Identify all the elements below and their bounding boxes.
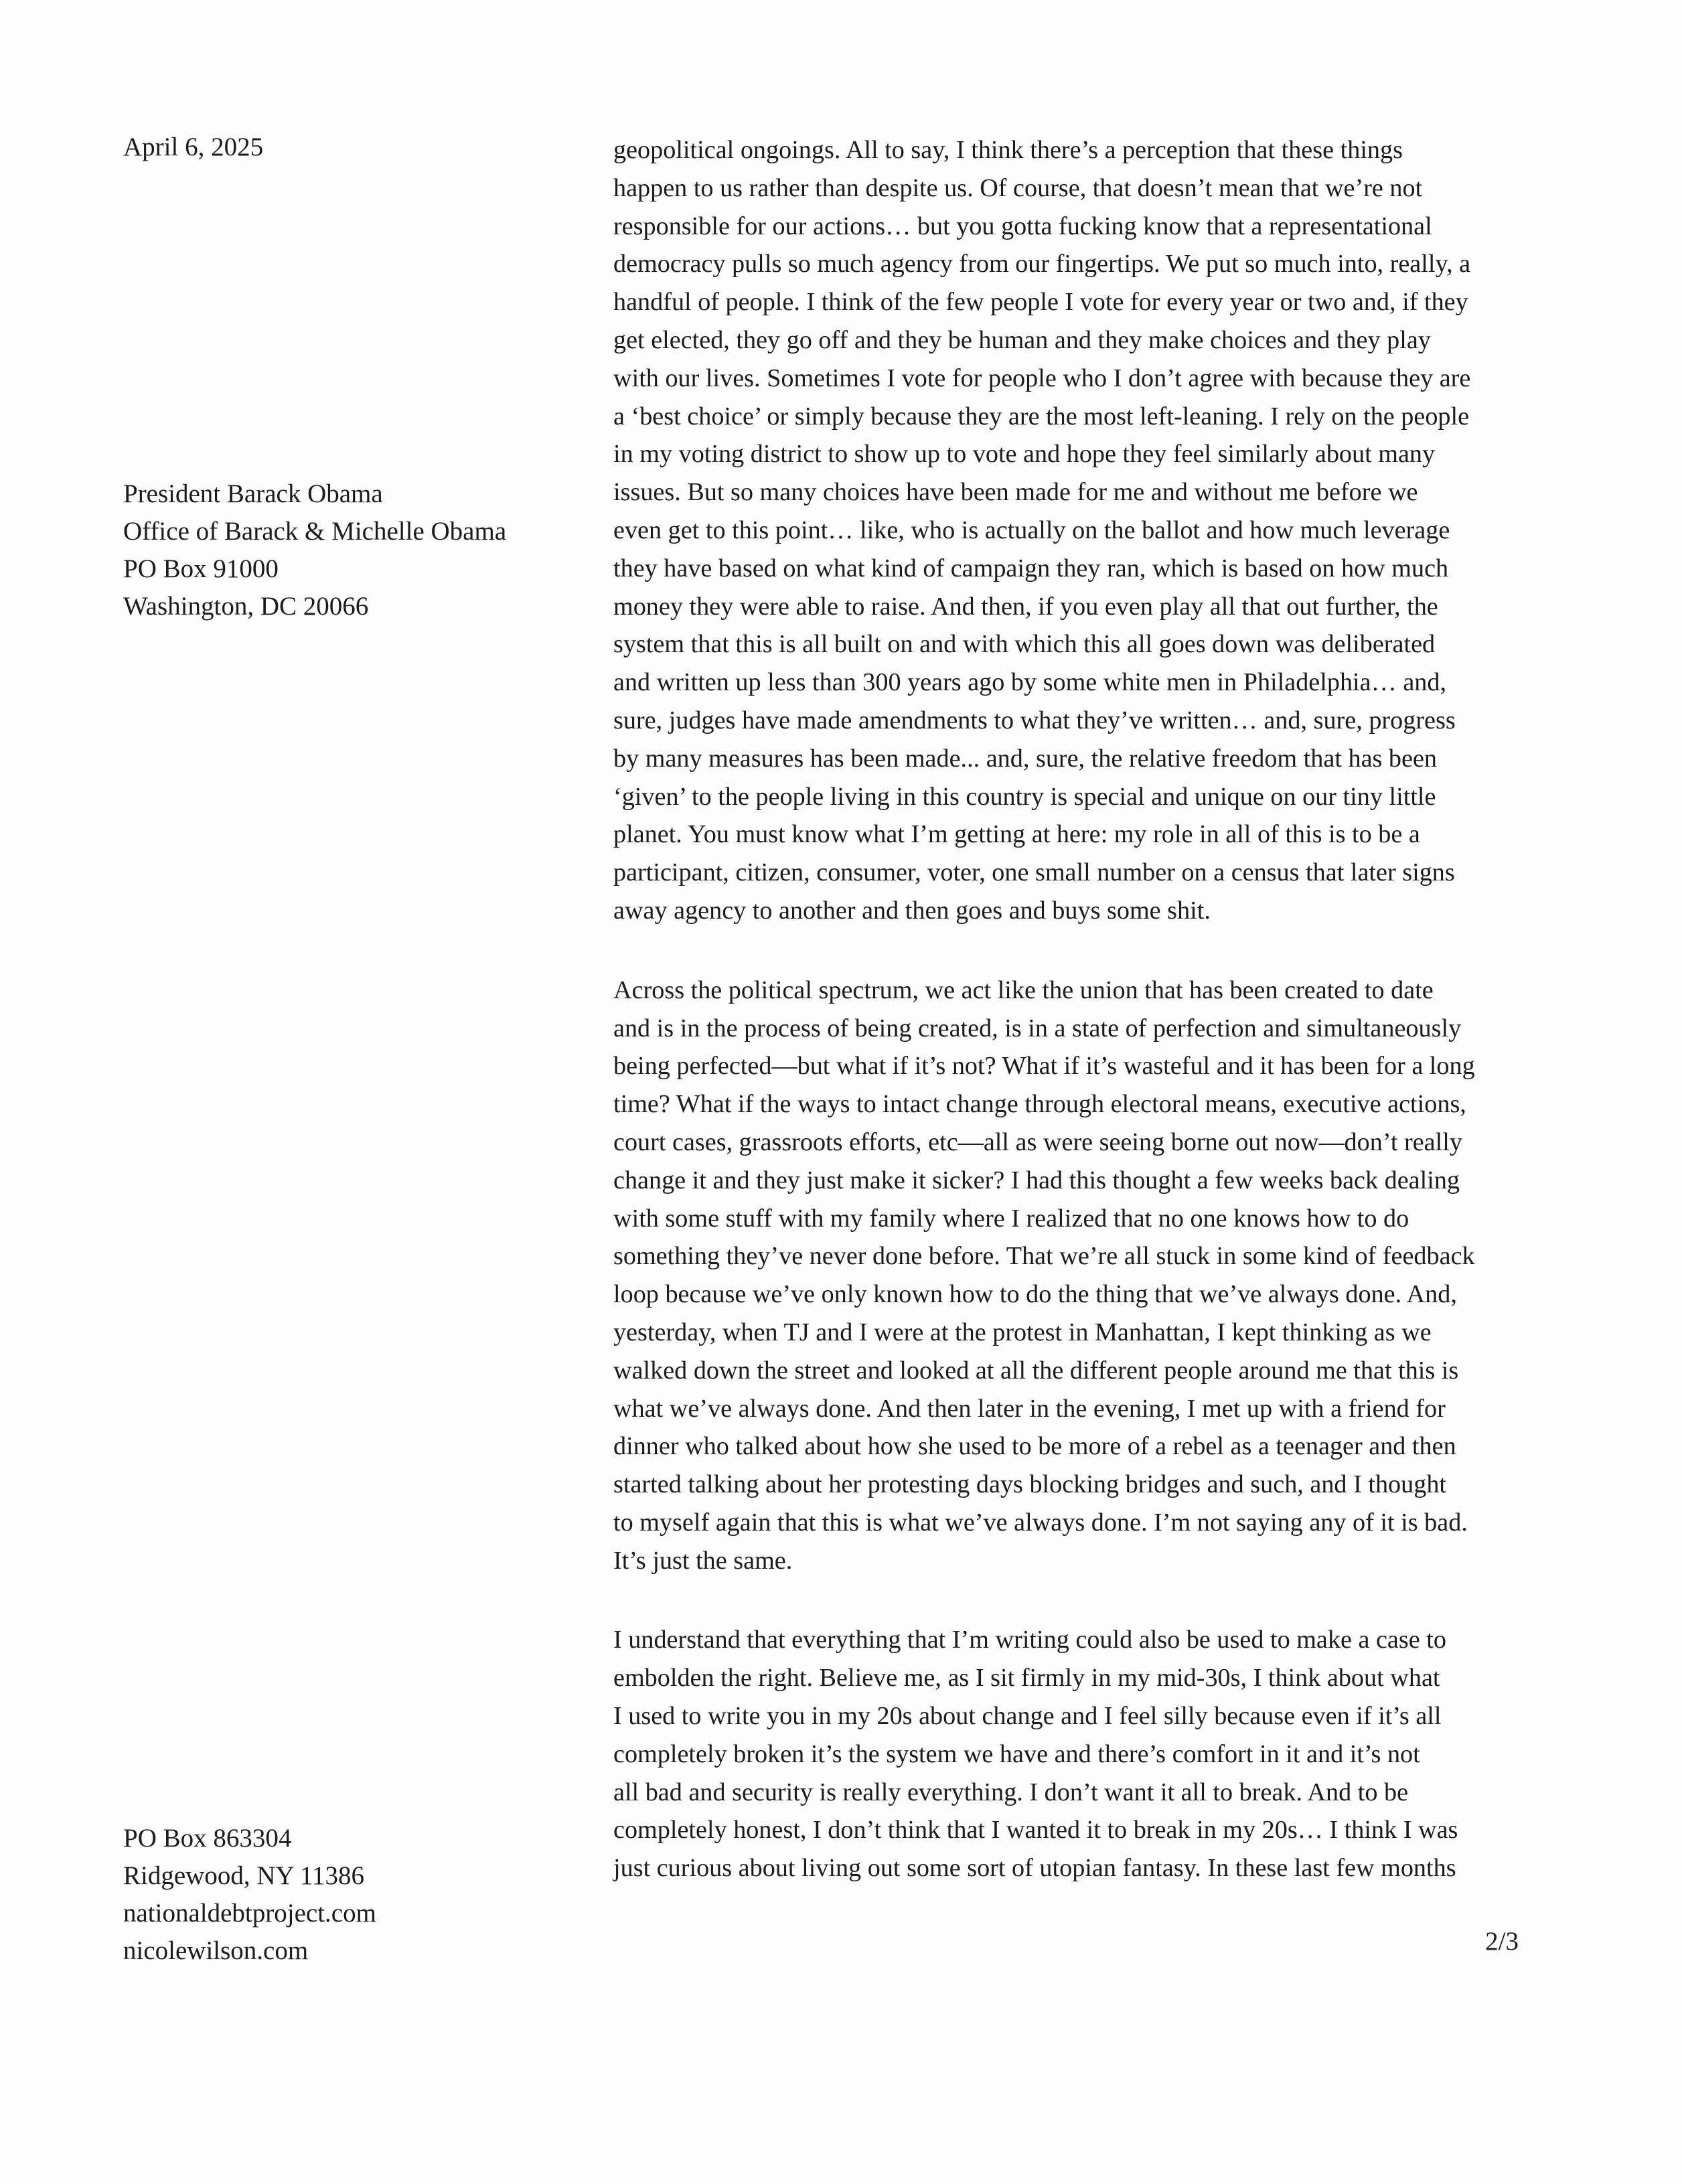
body-line: and written up less than 300 years ago by some white men in Philadelphia… and, <box>613 668 1447 697</box>
body-line: democracy pulls so much agency from our fingertips. We put so much into, really, a <box>613 250 1471 279</box>
body-line: just curious about living out some sort of utopian fantasy. In these last few months <box>613 1854 1456 1883</box>
body-line: system that this is all built on and with which this all goes down was deliberated <box>613 630 1436 659</box>
body-line: in my voting district to show up to vote and hope they feel similarly about many <box>613 440 1436 469</box>
paragraph-gap <box>613 930 1537 971</box>
body-line: loop because we’ve only known how to do the thing that we’ve always done. And, <box>613 1280 1457 1309</box>
body-line: yesterday, when TJ and I were at the protest in Manhattan, I kept thinking as we <box>613 1318 1432 1346</box>
body-paragraph <box>613 971 1537 1580</box>
date-text: April 6, 2025 <box>123 133 264 161</box>
letter-body <box>613 131 1537 1887</box>
body-line: participant, citizen, consumer, voter, one small number on a census that later signs <box>613 858 1455 887</box>
body-line: something they’ve never done before. That we’re all stuck in some kind of feedback <box>613 1242 1475 1271</box>
sender-address <box>123 1820 579 1970</box>
body-line: started talking about her protesting days blocking bridges and such, and I thought <box>613 1470 1447 1499</box>
body-paragraph <box>613 1621 1537 1887</box>
body-line: completely broken it’s the system we have and there’s comfort in it and it’s not <box>613 1739 1420 1768</box>
body-line: get elected, they go off and they be human and they make choices and they play <box>613 325 1431 354</box>
body-line: ‘given’ to the people living in this country is special and unique on our tiny little <box>613 782 1436 811</box>
sender-website-personal: nicolewilson.com <box>123 1936 309 1965</box>
body-line: walked down the street and looked at all the different people around me that this is <box>613 1356 1459 1385</box>
body-line: they have based on what kind of campaign they ran, which is based on how much <box>613 554 1449 582</box>
body-line: geopolitical ongoings. All to say, I think there’s a perception that these things <box>613 136 1403 164</box>
body-line: responsible for our actions… but you gotta fucking know that a representational <box>613 212 1432 240</box>
body-line: what we’ve always done. And then later in the evening, I met up with a friend for <box>613 1394 1446 1423</box>
body-paragraph <box>613 131 1537 930</box>
body-line: completely honest, I don’t think that I wanted it to break in my 20s… I think I was <box>613 1816 1458 1845</box>
body-line: dinner who talked about how she used to be more of a rebel as a teenager and then <box>613 1432 1456 1461</box>
body-line: embolden the right. Believe me, as I sit firmly in my mid-30s, I think about what <box>613 1664 1440 1693</box>
body-line: with some stuff with my family where I realized that no one knows how to do <box>613 1204 1409 1233</box>
recipient-office: Office of Barack & Michelle Obama <box>123 517 507 546</box>
body-line: change it and they just make it sicker? I had this thought a few weeks back dealing <box>613 1166 1460 1194</box>
page-number: 2/3 <box>1485 1927 1519 1956</box>
body-line: I understand that everything that I’m writing could also be used to make a case to <box>613 1626 1446 1654</box>
body-line: time? What if the ways to intact change through electoral means, executive actions, <box>613 1090 1466 1119</box>
body-line: with our lives. Sometimes I vote for people who I don’t agree with because they are <box>613 364 1471 392</box>
paragraph-gap <box>613 1579 1537 1621</box>
body-line: It’s just the same. <box>613 1546 793 1575</box>
body-line: all bad and security is really everything. I don’t want it all to break. And to be <box>613 1778 1409 1806</box>
body-line: planet. You must know what I’m getting at here: my role in all of this is to be a <box>613 820 1420 849</box>
recipient-po-box: PO Box 91000 <box>123 554 279 583</box>
body-line: I used to write you in my 20s about change and I feel silly because even if it’s all <box>613 1702 1442 1731</box>
body-line: a ‘best choice’ or simply because they are the most left-leaning. I rely on the people <box>613 402 1470 431</box>
sender-city: Ridgewood, NY 11386 <box>123 1861 365 1890</box>
body-line: handful of people. I think of the few people I vote for every year or two and, if they <box>613 288 1468 317</box>
body-line: by many measures has been made... and, sure, the relative freedom that has been <box>613 744 1438 773</box>
body-line: and is in the process of being created, is in a state of perfection and simultaneously <box>613 1014 1462 1042</box>
sender-website-project: nationaldebtproject.com <box>123 1899 376 1928</box>
recipient-city: Washington, DC 20066 <box>123 592 369 621</box>
body-line: being perfected—but what if it’s not? What if it’s wasteful and it has been for a long <box>613 1052 1475 1081</box>
body-line: court cases, grassroots efforts, etc—all as were seeing borne out now—don’t really <box>613 1127 1462 1156</box>
recipient-name: President Barack Obama <box>123 479 383 508</box>
body-line: away agency to another and then goes and buys some shit. <box>613 896 1211 925</box>
recipient-address <box>123 475 579 625</box>
letter-date <box>123 129 579 166</box>
body-line: issues. But so many choices have been made for me and without me before we <box>613 478 1418 507</box>
body-line: to myself again that this is what we’ve always done. I’m not saying any of it is bad. <box>613 1508 1468 1537</box>
body-line: sure, judges have made amendments to what they’ve written… and, sure, progress <box>613 706 1456 734</box>
sender-po-box: PO Box 863304 <box>123 1824 292 1853</box>
body-line: money they were able to raise. And then, if you even play all that out further, the <box>613 592 1438 621</box>
body-line: Across the political spectrum, we act like the union that has been created to date <box>613 976 1434 1004</box>
body-line: even get to this point… like, who is actually on the ballot and how much leverage <box>613 516 1450 544</box>
body-line: happen to us rather than despite us. Of course, that doesn’t mean that we’re not <box>613 173 1423 202</box>
